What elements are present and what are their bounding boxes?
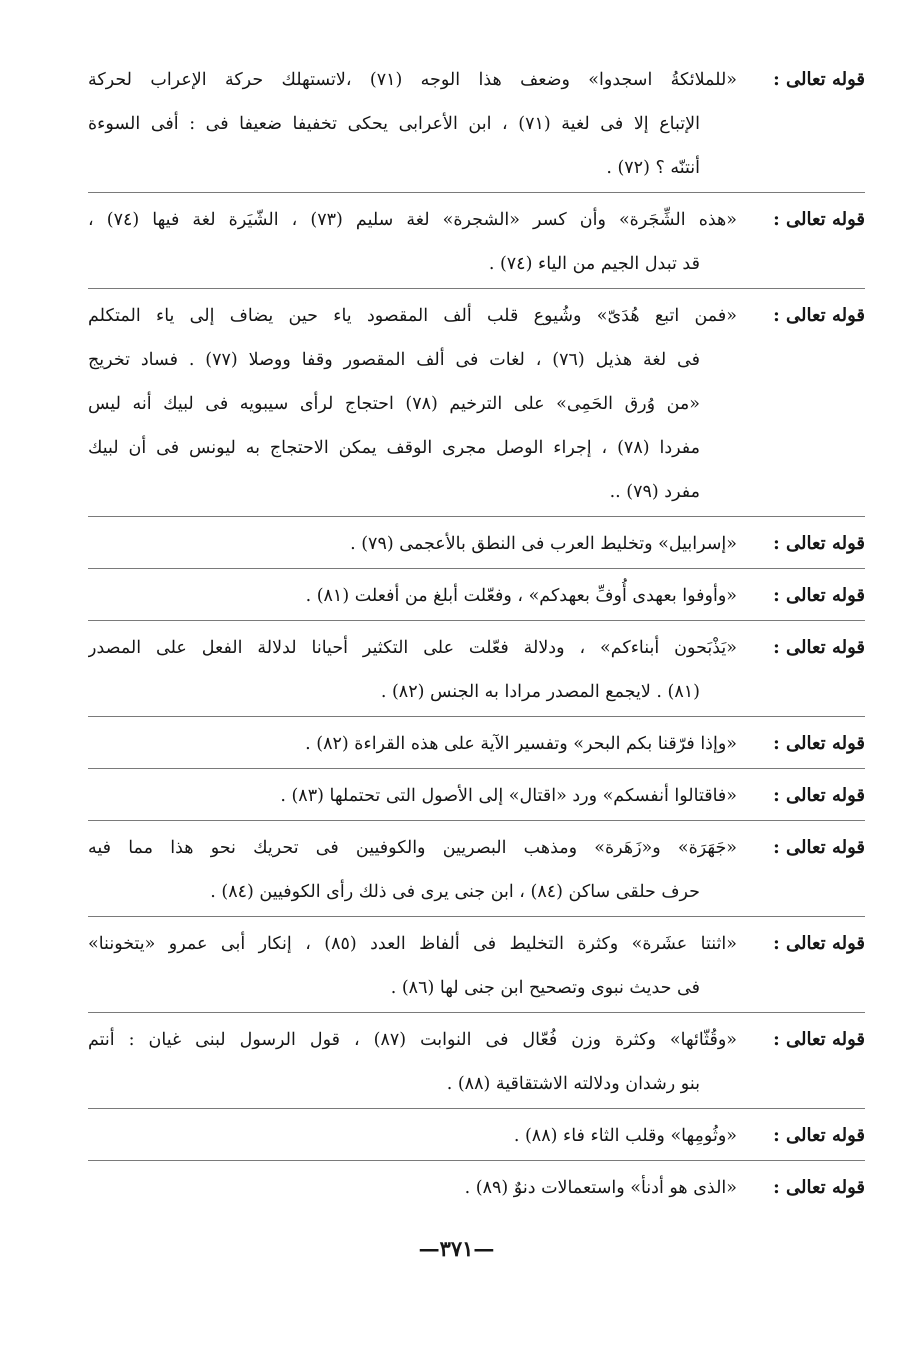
entry-divider	[88, 516, 865, 517]
page-number: —٣٧١—	[418, 1236, 495, 1261]
entry-text	[88, 826, 737, 914]
entry-label: قوله تعالى :	[773, 933, 865, 954]
entry-label: قوله تعالى :	[773, 1029, 865, 1050]
entry-line: «وإذا فرّقنا بكم البحر» وتفسير الآية على هذه القراءة (٨٢) .	[305, 734, 737, 754]
entry-line: مفردا (٧٨) ، إجراء الوصل مجرى الوقف يمكن الاحتجاج به ليونس فى أن لبيك	[88, 438, 700, 458]
index-entry	[88, 774, 865, 818]
entry-text	[88, 522, 737, 566]
index-entry	[88, 1018, 865, 1106]
entry-label: قوله تعالى :	[773, 1177, 865, 1198]
entry-line: الإتباع إلا فى لغية (٧١) ، ابن الأعرابى يحكى تخفيفا ضعيفا فى : أفى السوءة	[88, 114, 700, 134]
entry-text	[88, 922, 737, 1010]
entry-text	[88, 58, 737, 190]
entry-line: «وثُومِها» وقلب الثاء فاء (٨٨) .	[513, 1126, 737, 1146]
entry-line: قد تبدل الجيم من الياء (٧٤) .	[488, 254, 700, 274]
entry-line: «إسرابيل» وتخليط العرب فى النطق بالأعجمى (٧٩) .	[350, 534, 737, 554]
entry-line: «هذه الشِّجَرة» وأن كسر «الشجرة» لغة سليم (٧٣) ، الشّيَرة لغة فيها (٧٤) ،	[88, 210, 737, 230]
entry-label: قوله تعالى :	[773, 733, 865, 754]
entry-label: قوله تعالى :	[773, 637, 865, 658]
entry-label: قوله تعالى :	[773, 585, 865, 606]
entry-line: «وقُثّائها» وكثرة وزن فُعّال فى النوابت (٨٧) ، قول الرسول لبنى غيان : أنتم	[88, 1030, 737, 1050]
entry-label: قوله تعالى :	[773, 1125, 865, 1146]
entry-label: قوله تعالى :	[773, 69, 865, 90]
entry-divider	[88, 716, 865, 717]
entry-text	[88, 722, 737, 766]
entry-divider	[88, 568, 865, 569]
entry-line: «فمن اتبع هُدَىّ» وشُيوع قلب ألف المقصود ياء حين يضاف إلى ياء المتكلم	[88, 306, 737, 326]
entry-divider	[88, 1012, 865, 1013]
entry-line: «اثنتا عشَرة» وكثرة التخليط فى ألفاظ العدد (٨٥) ، إنكار أبى عمرو «يتخوننا»	[88, 934, 737, 954]
entry-text	[88, 1114, 737, 1158]
entry-line: فى لغة هذيل (٧٦) ، لغات فى ألف المقصور وقفا ووصلا (٧٧) . فساد تخريج	[88, 350, 700, 370]
entry-text	[88, 1166, 737, 1210]
entry-line: أنتنّه ؟ (٧٢) .	[606, 158, 700, 178]
entry-text	[88, 294, 737, 514]
index-page	[88, 58, 865, 1210]
entry-label: قوله تعالى :	[773, 837, 865, 858]
entry-divider	[88, 620, 865, 621]
entry-text	[88, 774, 737, 818]
index-entry	[88, 58, 865, 190]
entry-divider	[88, 916, 865, 917]
entry-line: «الذى هو أدنأ» واستعمالات دنوٌ (٨٩) .	[464, 1178, 737, 1198]
entry-line: «يَذْبَحون أبناءكم» ، ودلالة فعّلت على التكثير أحيانا لدلالة الفعل على المصدر	[88, 638, 737, 658]
entry-divider	[88, 768, 865, 769]
index-entry	[88, 922, 865, 1010]
entry-text	[88, 1018, 737, 1106]
index-entry	[88, 574, 865, 618]
index-entry	[88, 826, 865, 914]
entry-line: «فاقتالوا أنفسكم» ورد «اقتال» إلى الأصول التى تحتملها (٨٣) .	[280, 786, 737, 806]
entry-text	[88, 574, 737, 618]
index-entry	[88, 294, 865, 514]
index-entry	[88, 1166, 865, 1210]
entry-divider	[88, 192, 865, 193]
index-entry	[88, 1114, 865, 1158]
entry-line: «جَهَرَة» و«زَهَرة» ومذهب البصريين والكوفيين فى تحريك نحو هذا مما فيه	[88, 838, 737, 858]
entry-label: قوله تعالى :	[773, 305, 865, 326]
entry-line: «وأوفوا بعهدى أُوفِّ بعهدكم» ، وفعّلت أبلغ من أفعلت (٨١) .	[305, 586, 737, 606]
entry-divider	[88, 1160, 865, 1161]
entry-text	[88, 198, 737, 286]
entry-line: «من وُرق الحَمِى» على الترخيم (٧٨) احتجاج لرأى سيبويه فى لبيك أنه ليس	[88, 394, 700, 414]
entry-text	[88, 626, 737, 714]
entry-divider	[88, 820, 865, 821]
entry-divider	[88, 288, 865, 289]
entry-divider	[88, 1108, 865, 1109]
index-entry	[88, 626, 865, 714]
index-entry	[88, 522, 865, 566]
entry-line: فى حديث نبوى وتصحيح ابن جنى لها (٨٦) .	[390, 978, 700, 998]
entry-line: مفرد (٧٩) ..	[609, 482, 700, 502]
entry-line: بنو رشدان ودلالته الاشتقاقية (٨٨) .	[446, 1074, 700, 1094]
index-entry	[88, 722, 865, 766]
entry-label: قوله تعالى :	[773, 533, 865, 554]
entry-line: «للملائكةُ اسجدوا» وضعف هذا الوجه (٧١) ،لاتستهلك حركة الإعراب لحركة	[88, 70, 737, 90]
entry-line: (٨١) . لايجمع المصدر مرادا به الجنس (٨٢) .	[380, 682, 700, 702]
index-entry	[88, 198, 865, 286]
entry-label: قوله تعالى :	[773, 785, 865, 806]
entry-label: قوله تعالى :	[773, 209, 865, 230]
entry-line: حرف حلقى ساكن (٨٤) ، ابن جنى يرى فى ذلك رأى الكوفيين (٨٤) .	[210, 882, 700, 902]
